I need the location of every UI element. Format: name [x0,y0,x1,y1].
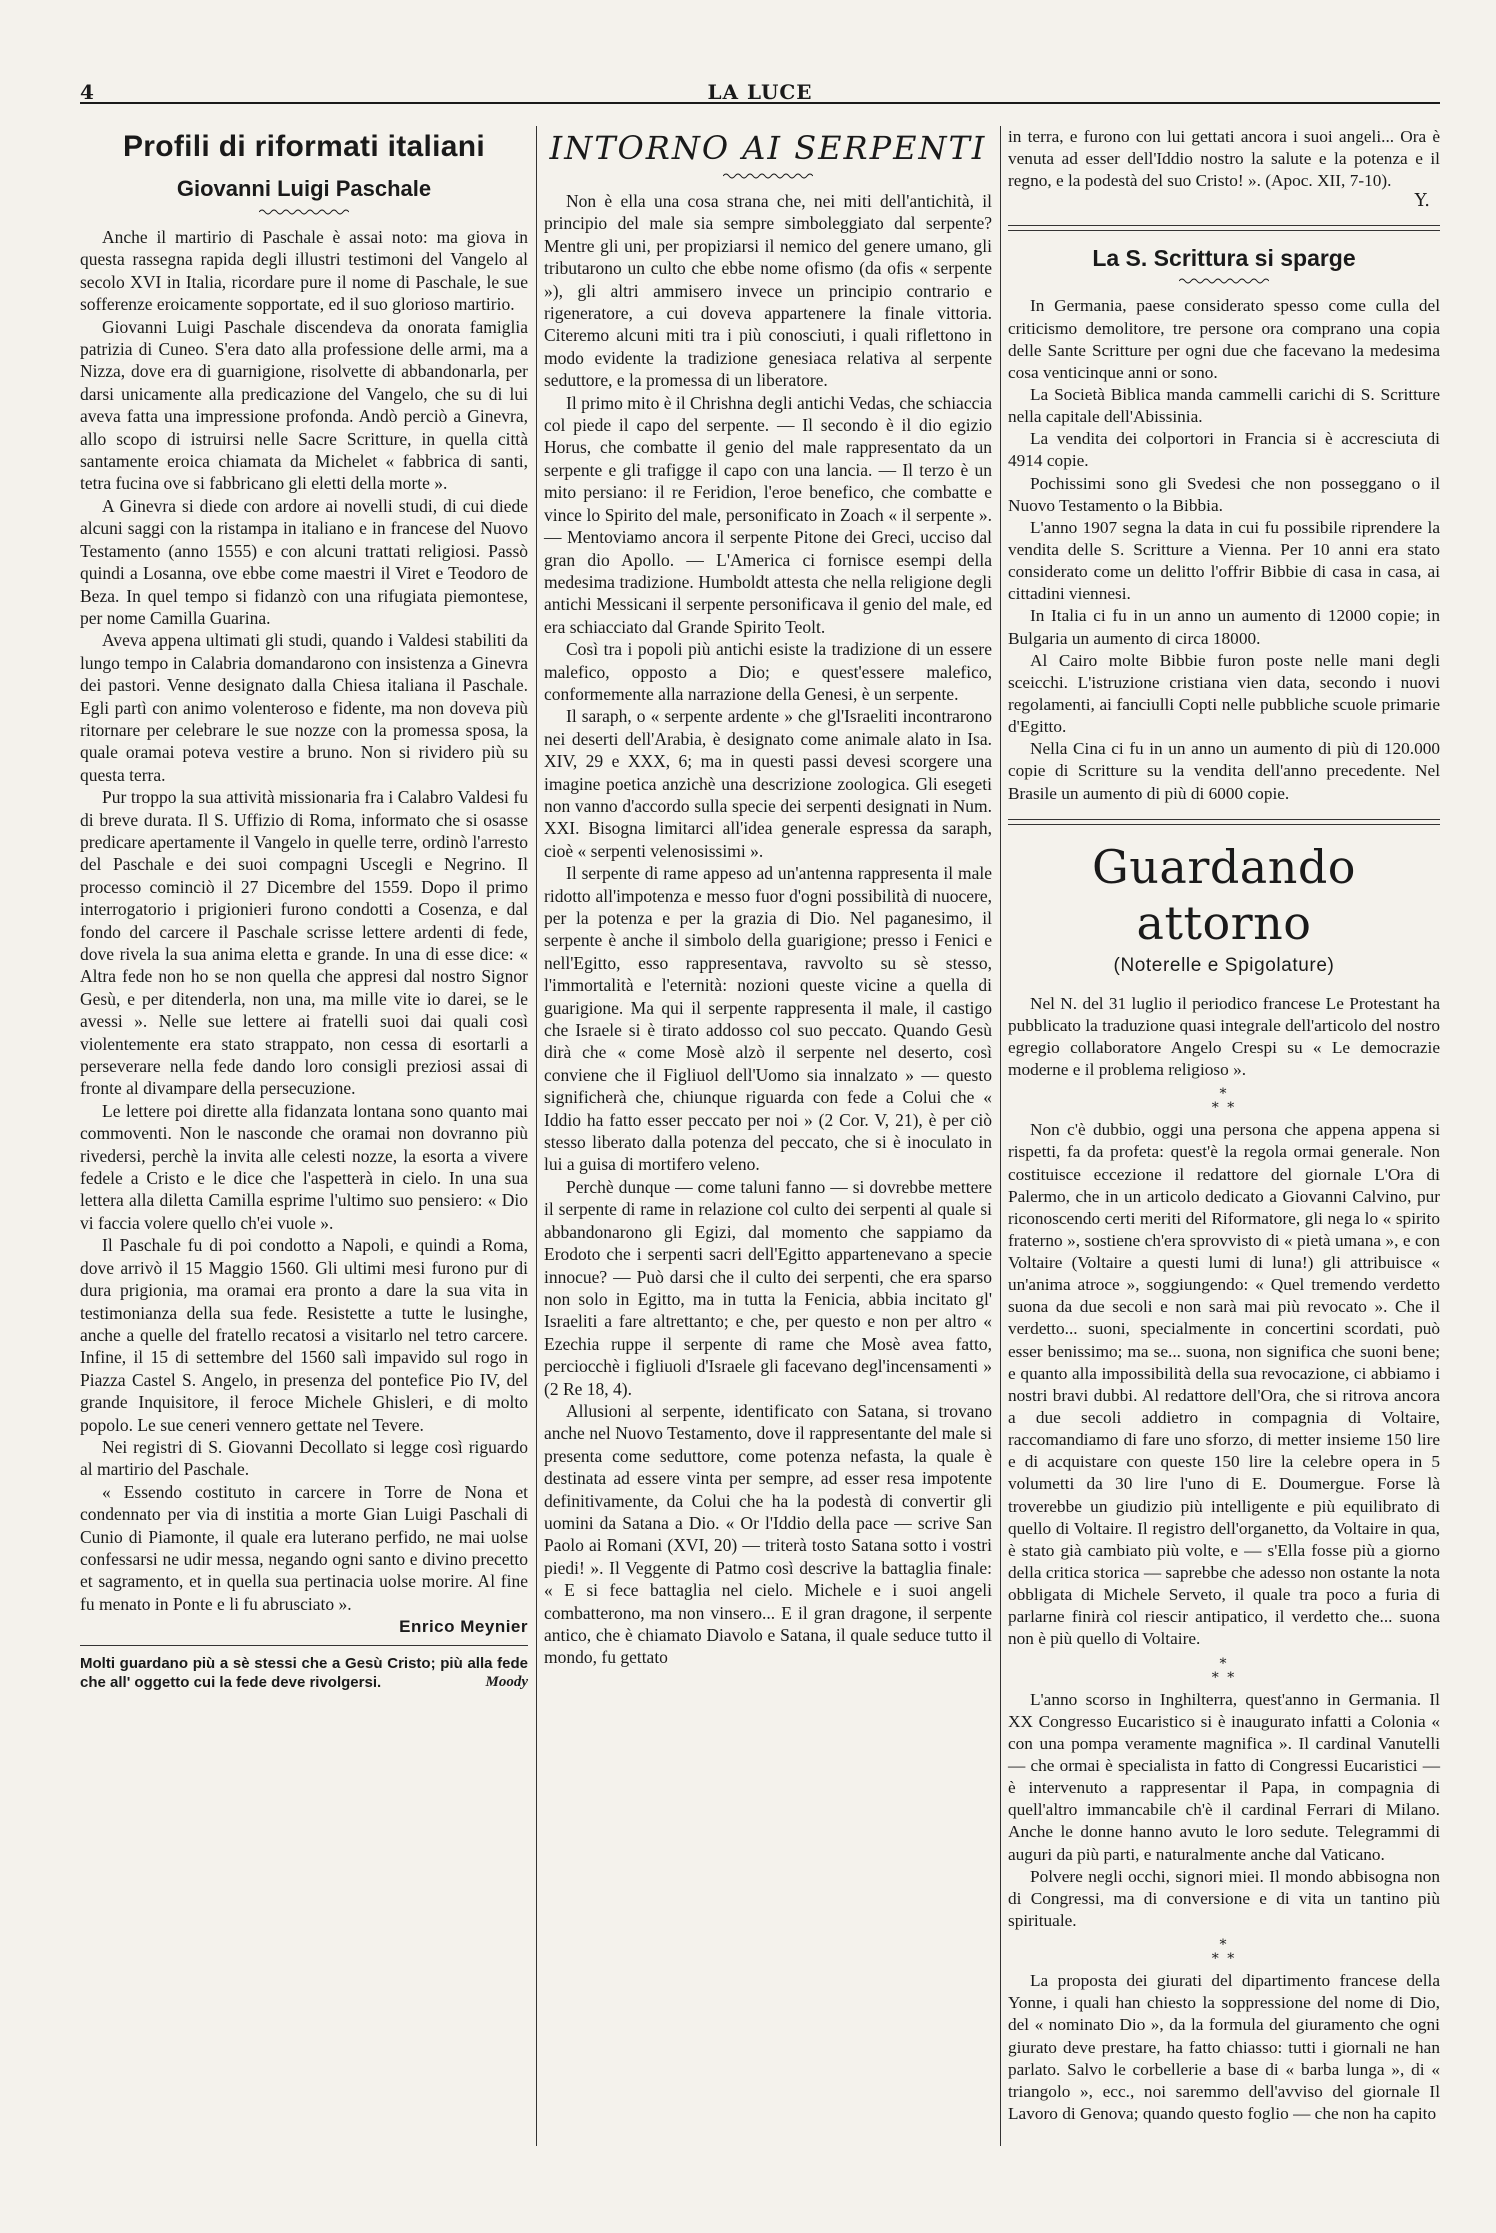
article-title: La S. Scrittura si sparge [1092,245,1356,272]
column-2 [544,126,992,1669]
paragraph: Il saraph, o « serpente ardente » che gl'Israeliti incontrarono nei deserti dell'Arabia, è designato come animale alato in Isa. XIV, 29 e XXX, 6; ma in questi passi devesi scorgere una imagine poetica anzichè una descrizione zoologica. Gli esegeti non vanno d'accordo sulla specie dei serpenti designati in Num. XXI. Bisogna limitarci all'idea generale espressa da saraph, cioè « serpenti velenosissimi ». [544,706,992,861]
paragraph: In Germania, paese considerato spesso come culla del criticismo demolitore, tre persone ora comprano una copia delle Sante Scritture per ogni due che facevano la medesima cosa venticinque anni or sono. [1008,296,1440,382]
column-rule [536,126,537,2146]
ornament-divider [723,172,813,180]
quote-text: Molti guardano più a sè stessi che a Gesù Cristo; più alla fede che all' oggetto cui la fede deve rivolgersi. [80,1655,528,1692]
paper-name: LA LUCE [707,80,813,104]
paragraph: La Società Biblica manda cammelli carichi di S. Scritture nella capitale dell'Abissinia. [1008,384,1440,427]
column-rule [1000,126,1001,2146]
paragraph: Pur troppo la sua attività missionaria fra i Calabro Valdesi fu di breve durata. Il S. Uffizio di Roma, informato che si osasse predicare apertamente il Vangelo in quelle terre, ordinò l'arresto del Paschale e dei suoi compagni Uscegli e Negrino. Il processo cominciò il 27 Dicembre del 1559. Dopo il primo interrogatorio i prigionieri furono condotti a Cosenza, e dal fondo del carcere il Paschale scrisse lettere ardenti di fede, dove rivela la sua anima eletta e grande. In una di esse dice: « Altra fede non ho se non quella che appresi dal nostro Signor Gesù, e per ditenderla, non una, ma mille vite io darei, se le avessi ». Nelle sue lettere ai fratelli suoi dai quali così violentemente era stato strappato, non cessa di esortarli a perseverare nella fede dando loro consigli preziosi assai di fronte al divampare della persecuzione. [80,787,528,1099]
paragraph: Così tra i popoli più antichi esiste la tradizione di un essere malefico, opposto a Dio; e quest'essere malefico, conformemente alla narrazione della Genesi, è un serpente. [544,639,992,704]
paragraph: Allusioni al serpente, identificato con Satana, si trovano anche nel Nuovo Testamento, dove il rappresentante del male si presenta come seduttore, come potenza nefasta, la quale è destinata ad essere vinta per sempre, ad esser resa impotente definitivamente, da Colui che ha la podestà di convertir gli uomini da Satana a Dio. « Or l'Iddio della pace — scrive San Paolo ai Romani (XVI, 20) — triterà tosto Satana sotto i vostri piedi! ». Il Veggente di Patmo così descrive la battaglia finale: « E si fece battaglia nel cielo. Michele e i suoi angeli combatterono, ma non vinsero... E il gran dragone, il serpente antico, che è chiamato Diavolo e Satana, il quale seduce tutto il mondo, fu gettato [544,1400,992,1668]
paragraph: Non è ella una cosa strana che, nei miti dell'antichità, il principio del male sia sempre simboleggiato dal serpente? Mentre gli uni, per propiziarsi il nemico del genere umano, gli tributarono un culto che ebbe nome ofismo (da ofis « serpente »), gli altri ammisero invece un principio contrario e rigeneratore, a cui doveva appartenere la finale vittoria. Citeremo alcuni miti tra i più conosciuti, i quali riflettono in modo evidente la tradizione genesiaca relativa al serpente seduttore, e la promessa di un liberatore. [544,191,992,391]
article-subtitle: Giovanni Luigi Paschale [176,176,432,201]
paragraph: Pochissimi sono gli Svedesi che non posseggano o il Nuovo Testamento o la Bibbia. [1008,473,1440,515]
author-signature: Enrico Meynier [399,1617,528,1637]
paragraph: Polvere negli occhi, signori miei. Il mondo abbisogna non di Congressi, ma di conversione e di vita un tantino più spirituale. [1008,1866,1440,1930]
paragraph: Non c'è dubbio, oggi una persona che appena appena si rispetti, fa da profeta: quest'è la regola ormai generale. Non costituisce eccezione il redattore del giornale L'Ora di Palermo, che in un articolo dedicato a Giovanni Calvino, pur riconoscendo certi meriti del Riformatore, gli nega lo « spirito fraterno », sostiene ch'era sprovvisto di « pietà umana », e con Voltaire (Voltaire a questi lumi di luna!) gli attribuisce « un'anima atroce », soggiungendo: « Quel tremendo verdetto suona da due secoli e non sarà mai più revocato ». Che il verdetto... suoni, specialmente in concertini scordati, può esser benissimo; ma se... suona, non significa che suoni bene; e quanto alla impossibilità della sua revocazione, ci abbiamo i nostri bravi dubbi. Al redattore dell'Ora, che si ritrova ancora a due secoli addietro in compagnia di Voltaire, raccomandiamo di fare uno sforzo, di metter insieme 150 lire e di acquistare con queste 150 lire la celebre opera in 5 volumetti da 30 lire l'uno di E. Doumergue. Forse là troverebbe un giudizio più intelligente e più equilibrato di quello di Voltaire. Il registro dell'organetto, da Voltaire in qua, è stato già cambiato più volte, e — s'Ella fosse più a giorno della critica storica — saprebbe che adesso non ostante la nota obbligata di Michele Serveto, il quale tra poco a furia di parlarne finirà col riescir antipatico, il verdetto che... suona non è più quello di Voltaire. [1008,1120,1440,1649]
section-divider [1008,819,1440,825]
paragraph: In Italia ci fu in un anno un aumento di 12000 copie; in Bulgaria un aumento di circa 18000. [1008,606,1440,648]
paragraph: « Essendo costituto in carcere in Torre de Nona et condennato per via di institia a morte Gian Luigi Paschali di Cunio di Piamonte, il quale era luterano perfido, ne mai uolse confessarsi ne udir messa, negando ogni santo e divino precetto et sagramento, et in quella sua pertinacia uolse morire. Al fine fu menato in Ponte e li fu abrusciato ». [80,1481,528,1614]
paragraph: Anche il martirio di Paschale è assai noto: ma giova in questa rassegna rapida degli illustri testimoni del Vangelo al secolo XVI in Italia, ricordare pure il nome di Paschale, le sue sofferenze eroicamente sopportate, ed il suo glorioso martirio. [80,227,528,315]
paragraph: Nel N. del 31 luglio il periodico francese Le Protestant ha pubblicato la traduzione quasi integrale dell'articolo del nostro egregio collaboratore Angelo Crespi su « Le democrazie moderne e il problema religioso ». [1008,993,1440,1080]
paragraph: Il primo mito è il Chrishna degli antichi Vedas, che schiaccia col piede il capo del serpente. — Il secondo è il dio egizio Horus, che combatte il genio del male rappresentato da un serpente e gli trafigge il capo con una lancia. — Il terzo è un mito persiano: il re Feridion, l'eroe benefico, che combatte e vince lo Spirito del male, personificato in Zoach « il serpente ». — Mentoviamo ancora il serpente Pitone dei Greci, ucciso dal gran dio Apollo. — L'America ci fornisce esempi della medesima tradizione. Humboldt attesta che nella religione degli antichi Messicani il serpente personificava il genio del male, ed era schiacciato dal Grande Spirito Teolt. [544,392,992,637]
paragraph-continued: in terra, e furono con lui gettati ancora i suoi angeli... Ora è venuta ad esser dell'Iddio nostro la salute e la potenza e il regno, e la podestà del suo Cristo! ». (Apoc. XII, 7-10). [1008,127,1440,191]
section-divider [1008,225,1440,231]
author-initial: Y. [1414,190,1430,212]
masthead [80,80,1440,104]
column-1 [80,126,528,1692]
asterism: * * * [1211,1086,1237,1117]
paragraph: Le lettere poi dirette alla fidanzata lontana sono quanto mai commoventi. Non le nasconde che oramai non dovranno più rivedersi, perchè la invita alle celesti nozze, la esorta a vivere fedele a Cristo e le dice che l'aspetterà in cielo. In una sua lettera alla diletta Camilla esprime l'ultimo suo pensiero: « Dio vi faccia volere quello ch'ei vuole ». [80,1100,528,1233]
page-number: 4 [80,80,94,104]
paragraph: Perchè dunque — come taluni fanno — si dovrebbe mettere il serpente di rame in relazione col culto dei serpenti al quale si abbandonarono gli Egizi, dal momento che sappiamo da Erodoto che i serpenti sacri dell'Egitto appartenevano a specie innocue? — Può darsi che il culto dei serpenti, che era sparso non solo in Egitto, ma in tutta la Fenicia, abbia incitato gl' Israeliti a fare altrettanto; e che, per questo e non per altro « Ezechia ruppe il serpente di rame che Mosè avea fatto, perciocchè i figliuoli d'Israele gli facevano degl'incensamenti » (2 Re 18, 4). [544,1176,992,1399]
asterism: * * * [1211,1937,1237,1968]
paragraph: Nella Cina ci fu in un anno un aumento di più di 120.000 copie di Scritture su la vendita dell'anno precedente. Nel Brasile un aumento di più di 6000 copie. [1008,739,1440,803]
paragraph: L'anno scorso in Inghilterra, quest'anno in Germania. Il XX Congresso Eucaristico si è inaugurato infatti a Colonia « con una pompa veramente magnifica ». Il cardinal Vanutelli — che ormai è specialista in fatto di Congressi Eucaristici — è intervenuto a rappresentar il Papa, in compagnia di quell'altro immancabile ch'è il cardinal Ferrari di Milano. Anche le donne hanno avuto le loro sedute. Telegrammi di auguri da più parti, e naturalmente anche dal Vaticano. [1008,1689,1440,1864]
quote-box [80,1645,528,1692]
ornament-divider [1179,277,1269,285]
article-subtitle: (Noterelle e Spigolature) [1113,954,1335,976]
paragraph: La vendita dei colportori in Francia si è accresciuta di 4914 copie. [1008,429,1440,471]
article-title: Guardando attorno [1092,839,1356,950]
asterism: * * * [1211,1655,1237,1686]
article-title: Profili di riformati italiani [122,130,486,163]
paragraph: A Ginevra si diede con ardore ai novelli studi, di cui diede alcuni saggi con la ristampa in italiano e in francese del Nuovo Testamento (anno 1555) e con alcuni trattati religiosi. Passò quindi a Losanna, ove ebbe come maestri il Viret e Teodoro de Beza. In quel tempo si fidanzò con una rifugiata piemontese, per nome Camilla Guarina. [80,495,528,628]
article-title: INTORNO AI SERPENTI [549,129,987,167]
paragraph: Il Paschale fu di poi condotto a Napoli, e quindi a Roma, dove arrivò il 15 Maggio 1560. Gli ultimi mesi furono pur di dura prigionia, ma oramai era pronto a dare la sua vita in testimonianza della sua fede. Resistette a tutte le lusinghe, anche a quelle del fratello recatosi a visitarlo nel tetro carcere. Infine, il 15 di settembre del 1560 salì impavido sul rogo in Piazza Castel S. Angelo, in presenza del pontefice Pio IV, del grande Inquisitore, il feroce Michele Ghisleri, e di molto popolo. Le sue ceneri vennero gettate nel Tevere. [80,1235,528,1435]
paragraph: Al Cairo molte Bibbie furon poste nelle mani degli sceicchi. L'istruzione cristiana vien data, secondo i nuovi regolamenti, ai fanciulli Copti nelle pubbliche scuole primarie d'Egitto. [1008,650,1440,737]
paragraph: Nei registri di S. Giovanni Decollato si legge così riguardo al martirio del Paschale. [80,1436,528,1480]
quote-author: Moody [485,1674,528,1691]
column-3 [1008,126,1440,2125]
paragraph: Il serpente di rame appeso ad un'antenna rappresenta il male ridotto all'impotenza e messo fuor d'ogni possibilità di nuocere, per la potenza e per la grazia di Dio. Nel paganesimo, il serpente è anche il simbolo della guarigione; presso i Fenici e nell'Egitto, esso rappresentava, ravvolto su sè stesso, l'immortalità e l'eternità: nozioni queste vicine a quella di guarigione. Ma qui il serpente rappresenta il male, il castigo che Israele si è tirato addosso col suo peccato. Quando Gesù dirà che « come Mosè alzò il serpente nel deserto, così conviene che il Figliuol dell'Uomo sia innalzato » — questo significherà che, chiunque riguarda con fede a Colui che « Iddio ha fatto esser peccato per noi » (2 Cor. V, 21), è per ciò stesso liberato dalla potenza del peccato, che si è inoculato in lui a guisa di mortifero veleno. [544,863,992,1175]
paragraph: L'anno 1907 segna la data in cui fu possibile riprendere la vendita delle S. Scritture a Vienna. Per 10 anni era stato considerato come un delitto l'offrir Bibbie di casa in casa, ai cittadini viennesi. [1008,517,1440,604]
paragraph: Aveva appena ultimati gli studi, quando i Valdesi stabiliti da lungo tempo in Calabria domandarono con insistenza a Ginevra dei pastori. Venne designato dalla Chiesa italiana il Paschale. Egli partì con animo volenteroso e fidente, ma non doveva più ritornare per celebrare le sue nozze con la promessa sposa, la quale oramai poteva vestire a bruno. Non si rividero più su questa terra. [80,630,528,785]
paragraph: Giovanni Luigi Paschale discendeva da onorata famiglia patrizia di Cuneo. S'era dato alla professione delle armi, ma a Nizza, dove era di guarnigione, risolvette di abbandonarla, per darsi unicamente alla predicazione del Vangelo, che su di lui aveva fatta una impressione profonda. Andò perciò a Ginevra, allo scopo di istruirsi nelle Sacre Scritture, in quella città santamente eroica chiamata da Michelet « fabbrica di santi, tetra fucina ove si fabbricano gli eletti della morte ». [80,316,528,494]
ornament-divider [259,208,349,216]
paragraph: La proposta dei giurati del dipartimento francese della Yonne, i quali han chiesto la soppressione del nome di Dio, del « nominato Dio », da la formula del giuramento che ogni giurato deve prestare, ha fatto chiasso: tutti i giornali ne han parlato. Salvo le corbellerie a base di « barba lunga », di « triangolo », ecc., noi saremmo dell'avviso del giornale Il Lavoro di Genova; quando questo foglio — che non ha capito [1008,1971,1440,2123]
